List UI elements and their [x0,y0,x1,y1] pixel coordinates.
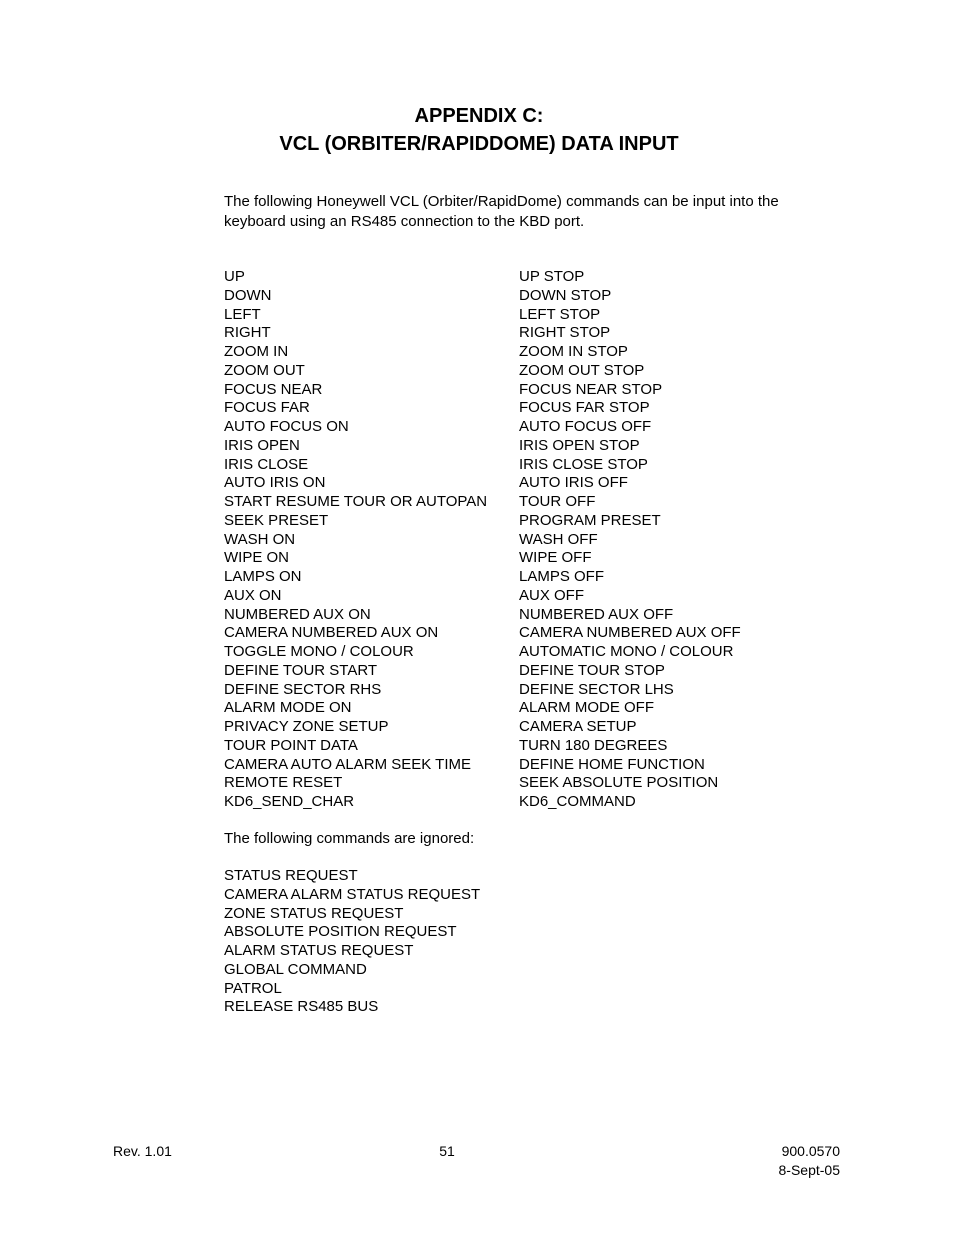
command-item: AUTO IRIS OFF [519,474,628,492]
command-item: LAMPS ON [224,568,302,585]
ignored-command-item: ALARM STATUS REQUEST [224,942,414,959]
command-item: DOWN STOP [519,286,612,304]
ignored-command-item: ABSOLUTE POSITION REQUEST [224,923,457,941]
command-item: RIGHT STOP [519,324,611,342]
command-item: AUTOMATIC MONO / COLOUR [519,643,734,660]
command-item: DOWN [224,286,272,304]
command-item: SEEK ABSOLUTE POSITION [519,774,719,792]
command-item: UP [224,268,245,285]
command-item: SEEK PRESET [224,511,329,529]
command-item: IRIS OPEN STOP [519,436,640,454]
command-item: WIPE ON [224,549,290,567]
command-item: CAMERA AUTO ALARM SEEK TIME [224,755,472,773]
command-item: KD6_SEND_CHAR [224,793,355,810]
footer-doc-info [779,1142,840,1180]
ignored-command-item: STATUS REQUEST [224,867,358,884]
command-item: DEFINE TOUR STOP [519,661,665,679]
footer-doc-number: 900.0570 [781,1143,840,1159]
command-item: PROGRAM PRESET [519,511,661,529]
commands-left-column [224,268,514,812]
command-item: DEFINE HOME FUNCTION [519,755,705,773]
ignored-command-item: RELEASE RS485 BUS [224,998,379,1016]
command-item: TURN 180 DEGREES [519,736,668,754]
command-item: DEFINE SECTOR RHS [224,680,382,698]
command-item: IRIS CLOSE [224,455,309,473]
appendix-subtitle: VCL (ORBITER/RAPIDDOME) DATA INPUT [279,133,679,155]
command-item: DEFINE SECTOR LHS [519,680,674,698]
footer-date: 8-Sept-05 [778,1162,840,1178]
command-item: ZOOM OUT STOP [519,361,645,379]
command-item: ALARM MODE ON [224,699,352,717]
command-item: ZOOM IN STOP [519,343,628,360]
command-item: ZOOM IN [224,343,289,360]
command-item: PRIVACY ZONE SETUP [224,718,389,735]
ignored-command-item: CAMERA ALARM STATUS REQUEST [224,885,481,903]
command-item: FOCUS FAR [224,399,310,417]
ignored-command-item: PATROL [224,979,282,997]
command-item: AUTO FOCUS ON [224,418,349,435]
command-item: FOCUS FAR STOP [519,399,650,417]
command-item: LEFT STOP [519,305,601,323]
command-item: AUTO FOCUS OFF [519,418,652,435]
command-item: DEFINE TOUR START [224,661,378,679]
command-item: WIPE OFF [519,549,592,567]
command-item: UP STOP [519,268,585,285]
ignored-commands-list [224,867,480,1017]
command-item: IRIS OPEN [224,436,300,454]
commands-right-column [519,268,819,812]
command-item: TOUR OFF [519,493,596,510]
intro-paragraph: The following Honeywell VCL (Orbiter/RapidDome) commands can be input into the keyboard using an RS485 connection to the KBD port. [224,193,779,230]
command-item: CAMERA NUMBERED AUX OFF [519,624,741,642]
command-item: WASH OFF [519,530,598,548]
command-item: LEFT [224,305,261,323]
command-item: AUX ON [224,586,282,604]
command-item: FOCUS NEAR [224,380,323,398]
command-item: START RESUME TOUR OR AUTOPAN [224,493,488,510]
command-item: WASH ON [224,530,296,548]
command-item: TOGGLE MONO / COLOUR [224,643,414,660]
footer-revision: Rev. 1.01 [113,1143,172,1159]
command-item: REMOTE RESET [224,774,343,792]
ignored-command-item: ZONE STATUS REQUEST [224,904,404,922]
command-item: NUMBERED AUX ON [224,605,371,623]
command-item: ALARM MODE OFF [519,699,655,717]
command-item: ZOOM OUT [224,361,305,379]
ignored-command-item: GLOBAL COMMAND [224,960,367,978]
command-item: CAMERA SETUP [519,718,637,735]
command-item: IRIS CLOSE STOP [519,455,648,473]
command-item: RIGHT [224,324,271,342]
command-item: CAMERA NUMBERED AUX ON [224,624,439,642]
command-item: NUMBERED AUX OFF [519,605,674,623]
command-item: AUX OFF [519,586,585,604]
command-item: KD6_COMMAND [519,793,636,810]
command-item: AUTO IRIS ON [224,474,326,492]
ignored-commands-intro: The following commands are ignored: [224,830,475,847]
appendix-title: APPENDIX C: [414,105,544,127]
command-item: FOCUS NEAR STOP [519,380,663,398]
command-item: TOUR POINT DATA [224,736,358,754]
footer-page-number: 51 [439,1143,455,1159]
command-item: LAMPS OFF [519,568,605,585]
